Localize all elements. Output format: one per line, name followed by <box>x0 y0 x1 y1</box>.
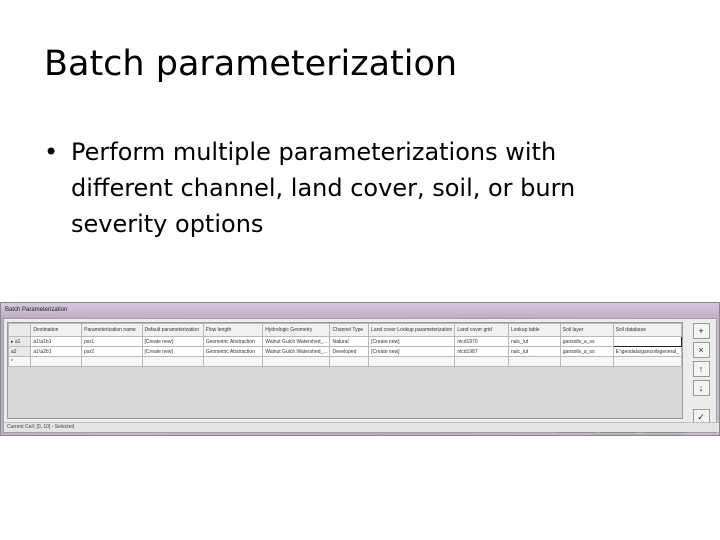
row-id: a2 <box>11 348 17 355</box>
add-row-button[interactable]: + <box>693 323 710 339</box>
column-header[interactable]: Land cover grid <box>455 324 509 337</box>
grid-cell[interactable]: Geometric Abstraction <box>203 347 263 357</box>
validate-button[interactable]: ✓ <box>693 409 710 425</box>
grid-cell-editing[interactable] <box>613 337 681 347</box>
delete-row-button[interactable]: × <box>693 342 710 358</box>
dialog-title: Batch Parameterization <box>5 307 68 313</box>
batch-parameterization-dialog <box>0 302 720 436</box>
column-header[interactable]: Default parameterization <box>142 324 203 337</box>
bullet-symbol: • <box>44 138 59 166</box>
grid-cell[interactable]: nlcd1987 <box>455 347 509 357</box>
grid-cell[interactable]: nalc_lut <box>508 347 560 357</box>
row-marker: ▸ <box>11 338 14 345</box>
column-header[interactable]: Parameterization name <box>82 324 142 337</box>
grid-cell[interactable]: E:\geodata\gansoilsgeneral_ <box>613 347 681 357</box>
table-row[interactable] <box>9 347 682 357</box>
parameterization-grid[interactable] <box>7 322 683 419</box>
new-row-marker[interactable]: * <box>9 357 31 367</box>
column-header[interactable]: Lookup table <box>508 324 560 337</box>
grid-cell[interactable] <box>263 357 330 367</box>
status-bar: Current Cell: [0, 10] - Selected <box>4 422 719 432</box>
grid-cell[interactable] <box>330 357 369 367</box>
table-row[interactable] <box>9 337 682 347</box>
grid-cell[interactable]: gansoils_a_ss <box>560 347 613 357</box>
column-header[interactable]: Hydrologic Geometry <box>263 324 330 337</box>
grid-cell[interactable]: gansoils_a_ss <box>560 337 613 347</box>
grid-cell[interactable]: [Create new] <box>142 337 203 347</box>
grid-cell[interactable] <box>82 357 142 367</box>
column-header[interactable]: Land cover Lookup parameterization <box>369 324 455 337</box>
grid-cell[interactable]: a1\a1b1 <box>31 337 82 347</box>
grid-cell[interactable] <box>613 357 681 367</box>
grid-cell[interactable]: par1 <box>82 337 142 347</box>
grid-cell[interactable]: nalc_lut <box>508 337 560 347</box>
grid-cell[interactable]: [Create new] <box>369 347 455 357</box>
grid-cell[interactable] <box>142 357 203 367</box>
column-header[interactable]: Destination <box>31 324 82 337</box>
grid-cell[interactable] <box>560 357 613 367</box>
grid-cell[interactable]: [Create new] <box>142 347 203 357</box>
grid-cell[interactable]: Natural <box>330 337 369 347</box>
bullet-item <box>44 134 664 242</box>
progress-bar <box>592 434 684 436</box>
grid-cell[interactable] <box>508 357 560 367</box>
row-header[interactable] <box>9 347 31 357</box>
grid-cell[interactable]: par2 <box>82 347 142 357</box>
row-header[interactable] <box>9 337 31 347</box>
grid-cell[interactable] <box>31 357 82 367</box>
move-up-button[interactable]: ↑ <box>693 361 710 377</box>
grid-cell[interactable]: Walnut Gulch Watershed_... <box>263 347 330 357</box>
grid-corner-cell <box>9 324 31 337</box>
grid-cell[interactable]: [Create new] <box>369 337 455 347</box>
dialog-titlebar[interactable] <box>1 303 719 317</box>
grid-cell[interactable] <box>455 357 509 367</box>
dialog-client-area <box>3 318 717 433</box>
column-header[interactable]: Channel Type <box>330 324 369 337</box>
grid-table <box>8 323 682 367</box>
grid-header-row <box>9 324 682 337</box>
bullet-text: Perform multiple parameterizations with different channel, land cover, soil, or burn severity options <box>71 138 576 238</box>
row-id: a1 <box>14 338 21 345</box>
grid-cell[interactable] <box>203 357 263 367</box>
grid-cell[interactable] <box>369 357 455 367</box>
column-header[interactable]: Soil layer <box>560 324 613 337</box>
new-row[interactable] <box>9 357 682 367</box>
grid-cell[interactable]: Geometric Abstraction <box>203 337 263 347</box>
move-down-button[interactable]: ↓ <box>693 380 710 396</box>
grid-cell[interactable]: a1\a2b1 <box>31 347 82 357</box>
grid-cell[interactable]: Developed <box>330 347 369 357</box>
grid-cell[interactable]: Walnut Gulch Watershed_... <box>263 337 330 347</box>
row-action-buttons <box>687 323 715 425</box>
column-header[interactable]: Soil database <box>613 324 681 337</box>
slide-title: Batch parameterization <box>44 44 458 84</box>
column-header[interactable]: Flow length <box>203 324 263 337</box>
grid-cell[interactable]: nlcd1970 <box>455 337 509 347</box>
